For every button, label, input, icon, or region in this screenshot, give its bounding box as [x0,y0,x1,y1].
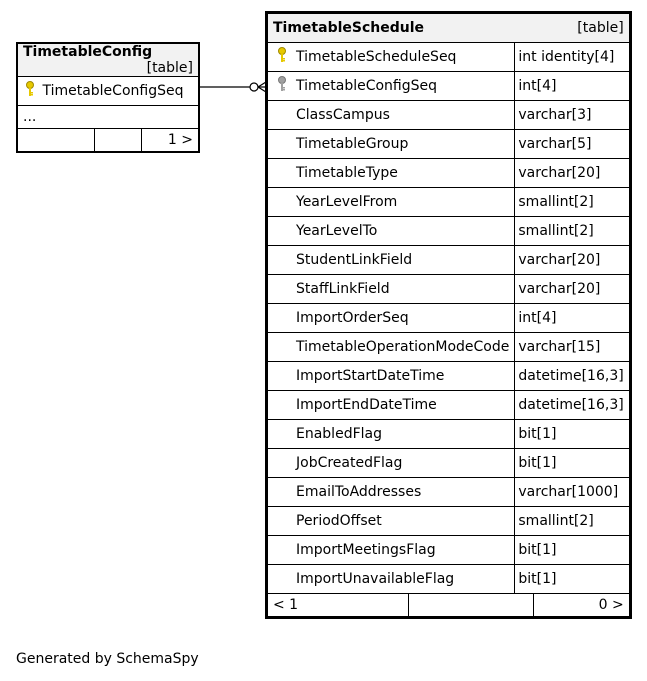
schedule-column-row [267,101,631,130]
config-column-row [17,77,199,106]
schedule-column-name: ImportStartDateTime [296,368,445,384]
schedule-column-type: smallint[2] [515,188,630,217]
schedule-footer-left: < 1 [268,594,409,616]
schedule-column-name: ImportEndDateTime [296,397,437,413]
config-ellipsis-row [17,106,199,129]
schedule-column-row [267,507,631,536]
schedule-column-name: YearLevelFrom [296,194,398,210]
primary-key-icon [24,81,38,101]
schedule-table-header [267,13,631,43]
schedule-column-type: smallint[2] [515,217,630,246]
foreign-key-icon [276,76,290,96]
config-footer-right: 1 > [167,132,193,148]
schedule-column-name: ImportUnavailableFlag [296,571,455,587]
schedule-column-type: int[4] [515,72,630,101]
schedule-column-name: StaffLinkField [296,281,390,297]
schedule-column-type: varchar[3] [515,101,630,130]
schedule-footer-row [267,594,631,618]
schedule-column-row [267,565,631,594]
schedule-column-type: datetime[16,3] [515,362,630,391]
schedule-column-row [267,159,631,188]
schedule-column-row [267,72,631,101]
schedule-column-name: TimetableOperationModeCode [296,339,510,355]
schedule-column-row [267,391,631,420]
schedule-column-row [267,420,631,449]
schedule-column-name: TimetableGroup [296,136,409,152]
schedule-column-type: varchar[15] [515,333,630,362]
schedule-column-name: TimetableConfigSeq [296,78,438,94]
schedule-column-type: varchar[20] [515,159,630,188]
schedule-column-type: smallint[2] [515,507,630,536]
schedule-column-name: TimetableType [296,165,398,181]
schedule-column-name: YearLevelTo [296,223,378,239]
generated-by-label: Generated by SchemaSpy [16,651,199,667]
config-table-kind: [table] [146,60,193,76]
schedule-column-row [267,43,631,72]
schedule-footer-right: 0 > [598,597,624,613]
schedule-column-type: bit[1] [515,565,630,594]
schedule-column-row [267,449,631,478]
schedule-column-type: varchar[20] [515,246,630,275]
schedule-column-row [267,333,631,362]
schedule-column-name: EnabledFlag [296,426,382,442]
schedule-column-row [267,217,631,246]
relationship-connector [200,80,270,94]
schedule-column-name: StudentLinkField [296,252,413,268]
schedule-column-name: ImportOrderSeq [296,310,409,326]
schedule-table-name: TimetableSchedule [273,20,425,36]
schedule-column-row [267,188,631,217]
schedule-column-row [267,130,631,159]
timetable-config-table [16,42,200,153]
schedule-column-type: varchar[5] [515,130,630,159]
schedule-column-type: bit[1] [515,420,630,449]
schedule-column-type: int identity[4] [515,43,630,72]
config-table-header [17,43,199,77]
schedule-column-row [267,304,631,333]
config-table-name: TimetableConfig [23,44,153,60]
schedule-column-row [267,246,631,275]
schedule-column-row [267,362,631,391]
schedule-column-type: int[4] [515,304,630,333]
config-ellipsis: ... [17,106,199,129]
schedule-column-row [267,536,631,565]
schedule-column-name: TimetableScheduleSeq [296,49,457,65]
config-footer-row [17,129,199,153]
primary-key-icon [276,47,290,67]
schedule-table-kind: [table] [577,20,624,36]
schedule-column-type: varchar[20] [515,275,630,304]
schedule-column-name: EmailToAddresses [296,484,422,500]
schedule-column-row [267,275,631,304]
schedule-column-type: datetime[16,3] [515,391,630,420]
schedule-column-row [267,478,631,507]
schedule-column-type: varchar[1000] [515,478,630,507]
schedule-column-type: bit[1] [515,536,630,565]
schedule-column-name: ClassCampus [296,107,390,123]
timetable-schedule-table [265,11,632,619]
schedule-column-type: bit[1] [515,449,630,478]
config-column-name: TimetableConfigSeq [42,83,184,99]
schedule-column-name: JobCreatedFlag [296,455,403,471]
schedule-column-name: ImportMeetingsFlag [296,542,436,558]
schedule-column-name: PeriodOffset [296,513,382,529]
